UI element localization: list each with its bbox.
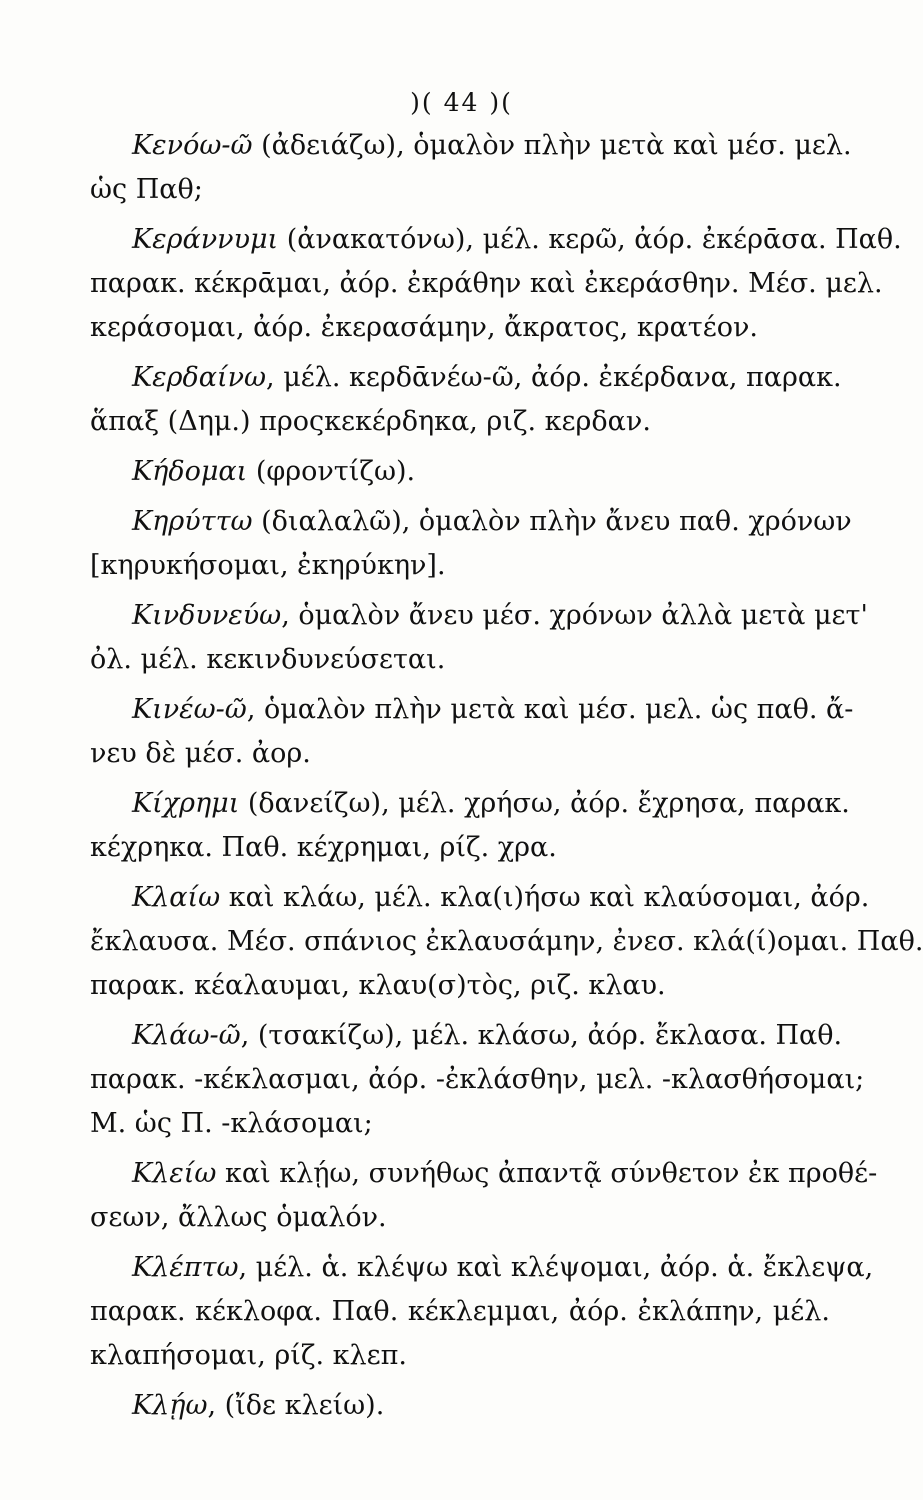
entry-text: , (τσακίζω), μέλ. κλάσω, ἀόρ. ἔκλασα. Παθ. <box>240 1020 843 1051</box>
entry-line <box>90 826 830 870</box>
dictionary-entry <box>90 124 852 212</box>
entry-headword: Κεράννυμι <box>132 224 279 255</box>
entry-text: ἔκλαυσα. Μέσ. σπάνιος ἐκλαυσάμην, ἐνεσ. κλά(ί)ομαι. Παθ. <box>90 926 923 957</box>
dictionary-entry <box>90 218 902 350</box>
entry-line <box>90 544 830 588</box>
entry-text: σεων, ἄλλως ὁμαλόν. <box>90 1202 387 1233</box>
entry-headword: Κερδαίνω <box>132 362 267 393</box>
entry-text: (δανείζω), μέλ. χρήσω, ἀόρ. ἔχρησα, παρακ. <box>239 788 850 819</box>
entry-line <box>90 1196 830 1240</box>
entry-text: κεράσομαι, ἀόρ. ἐκερασάμην, ἄκρατος, κρατέον. <box>90 312 758 343</box>
entry-line <box>90 594 868 638</box>
entry-line <box>90 1014 843 1058</box>
entry-line <box>90 688 854 732</box>
dictionary-entry <box>90 782 850 870</box>
entry-line <box>90 782 850 826</box>
entry-headword: Κλῄω <box>132 1390 208 1421</box>
dictionary-entry <box>90 688 854 776</box>
entry-line <box>90 1290 830 1334</box>
entry-line <box>90 1334 830 1378</box>
entry-text: ὀλ. μέλ. κεκινδυνεύσεται. <box>90 644 446 675</box>
entry-list <box>90 124 923 1434</box>
entry-line <box>90 124 852 168</box>
entry-text: (φροντίζω). <box>247 456 416 487</box>
entry-headword: Κήδομαι <box>132 456 248 487</box>
entry-line <box>90 450 830 494</box>
entry-line <box>90 638 830 682</box>
entry-text: κλαπήσομαι, ρίζ. κλεπ. <box>90 1340 407 1371</box>
entry-text: παρακ. κέκρᾱμαι, ἀόρ. ἐκράθην καὶ ἐκεράσθην. Μέσ. μελ. <box>90 268 883 299</box>
entry-line <box>90 1152 878 1196</box>
entry-line <box>90 500 852 544</box>
entry-text: ἅπαξ (Δημ.) προςκεκέρδηκα, ριζ. κερδαν. <box>90 406 651 437</box>
entry-line <box>90 356 842 400</box>
entry-text: καὶ κλάω, μέλ. κλα(ι)ήσω καὶ κλαύσομαι, ἀόρ. <box>220 882 870 913</box>
dictionary-entry <box>90 1246 874 1378</box>
entry-text: καὶ κλῄω, συνήθως ἀπαντᾷ σύνθετον ἐκ προθέ- <box>216 1158 878 1189</box>
entry-headword: Κηρύττω <box>132 506 253 537</box>
entry-text: , μέλ. κερδᾱνέω-ῶ, ἀόρ. ἐκέρδανα, παρακ. <box>266 362 842 393</box>
entry-text: (ἀδειάζω), ὁμαλὸν πλὴν μετὰ καὶ μέσ. μελ. <box>252 130 852 161</box>
dictionary-entry <box>90 1152 878 1240</box>
entry-line <box>90 1102 830 1146</box>
page-number: )( 44 )( <box>410 88 513 117</box>
entry-line <box>90 262 883 306</box>
dictionary-entry <box>90 450 830 494</box>
dictionary-entry <box>90 1014 865 1146</box>
entry-headword: Κινδυνεύω <box>132 600 282 631</box>
entry-text: παρακ. -κέκλασμαι, ἀόρ. -ἐκλάσθην, μελ. -κλασθήσομαι; <box>90 1064 865 1095</box>
entry-headword: Κλέπτω <box>132 1252 239 1283</box>
entry-headword: Κινέω-ῶ <box>132 694 247 725</box>
entry-line <box>90 920 923 964</box>
entry-text: νευ δὲ μέσ. ἀορ. <box>90 738 311 769</box>
entry-line <box>90 876 870 920</box>
dictionary-entry <box>90 876 923 1008</box>
entry-line <box>90 1058 865 1102</box>
entry-text: Μ. ὡς Π. -κλάσομαι; <box>90 1108 373 1139</box>
entry-line <box>90 732 830 776</box>
dictionary-entry <box>90 1384 830 1428</box>
entry-headword: Κλείω <box>132 1158 217 1189</box>
entry-headword: Κλάω-ῶ <box>132 1020 241 1051</box>
entry-text: παρακ. κέαλαυμαι, κλαυ(σ)τὸς, ριζ. κλαυ. <box>90 970 666 1001</box>
dictionary-entry <box>90 500 852 588</box>
entry-headword: Κενόω-ῶ <box>132 130 253 161</box>
entry-headword: Κίχρημι <box>132 788 240 819</box>
entry-line <box>90 218 902 262</box>
dictionary-entry <box>90 356 842 444</box>
entry-text: ὡς Παθ; <box>90 174 203 205</box>
entry-text: , ὁμαλὸν ἄνευ μέσ. χρόνων ἀλλὰ μετὰ μετ' <box>281 600 868 631</box>
entry-text: [κηρυκήσομαι, ἐκηρύκην]. <box>90 550 446 581</box>
entry-headword: Κλαίω <box>132 882 221 913</box>
entry-text: κέχρηκα. Παθ. κέχρημαι, ρίζ. χρα. <box>90 832 557 863</box>
entry-text: παρακ. κέκλοφα. Παθ. κέκλεμμαι, ἀόρ. ἐκλάπην, μέλ. <box>90 1296 830 1327</box>
entry-line <box>90 1384 830 1428</box>
entry-line <box>90 1246 874 1290</box>
entry-line <box>90 168 830 212</box>
entry-text: , ὁμαλὸν πλὴν μετὰ καὶ μέσ. μελ. ὡς παθ. ἄ- <box>246 694 854 725</box>
entry-text: (διαλαλῶ), ὁμαλὸν πλὴν ἄνευ παθ. χρόνων <box>252 506 852 537</box>
dictionary-entry <box>90 594 868 682</box>
entry-line <box>90 400 830 444</box>
entry-text: , (ἴδε κλείω). <box>207 1390 385 1421</box>
entry-line <box>90 964 830 1008</box>
entry-text: , μέλ. ἁ. κλέψω καὶ κλέψομαι, ἀόρ. ἁ. ἔκλεψα, <box>238 1252 874 1283</box>
entry-line <box>90 306 830 350</box>
entry-text: (ἀνακατόνω), μέλ. κερῶ, ἀόρ. ἐκέρᾱσα. Παθ. <box>278 224 902 255</box>
